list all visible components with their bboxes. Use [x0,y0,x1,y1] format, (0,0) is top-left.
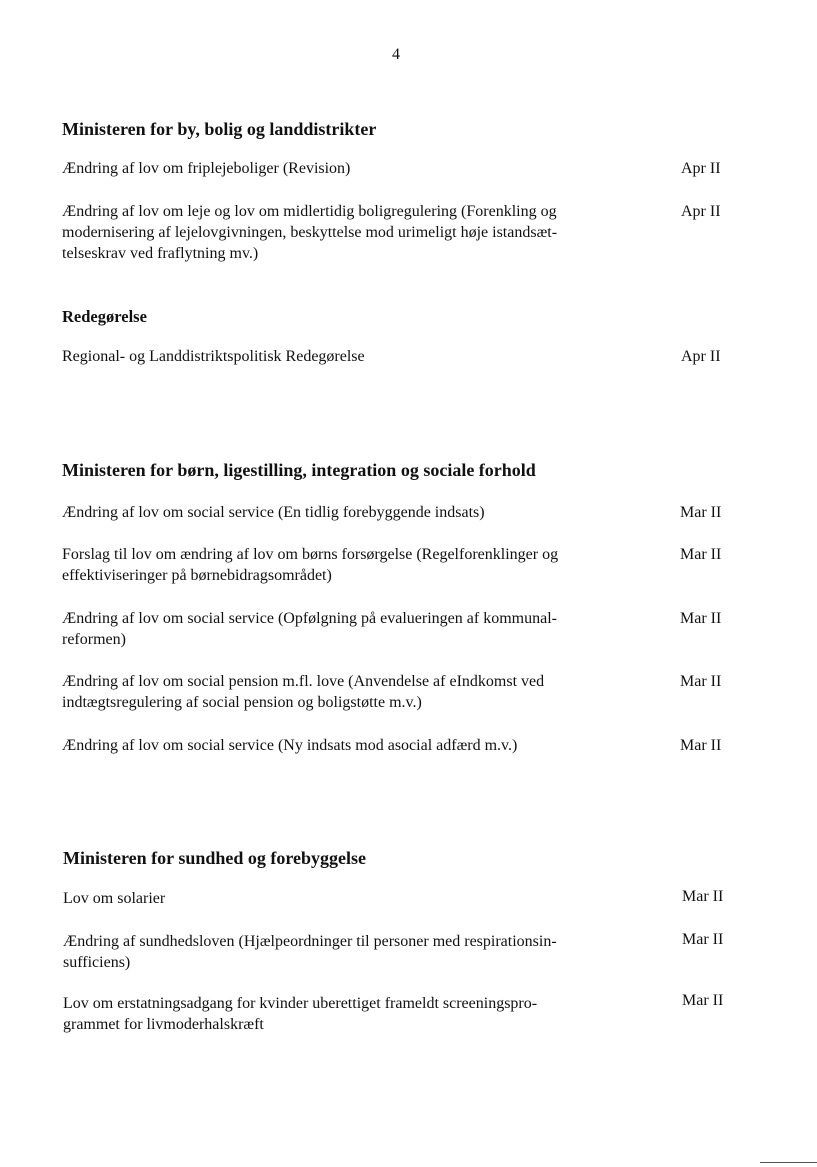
list-item [63,931,638,973]
list-item [63,993,638,1035]
period-label: Apr II [681,348,721,365]
scan-edge-line [760,1162,817,1163]
item-text-line: Lov om erstatningsadgang for kvinder uberettiget frameldt screeningspro- [63,995,538,1012]
period-label: Mar II [682,888,724,905]
list-item [62,735,637,756]
period-label: Mar II [680,504,722,521]
item-text-line: reformen) [62,631,126,648]
item-text-line: Ændring af lov om social service (En tidlig forebyggende indsats) [62,504,485,521]
item-text-line: sufficiens) [63,954,131,971]
list-item [62,201,637,264]
section-heading-sundhed: Ministeren for sundhed og forebyggelse [63,848,367,868]
section-heading-boern: Ministeren for børn, ligestilling, integration og sociale forhold [62,460,536,480]
section-heading-by-bolig: Ministeren for by, bolig og landdistrikter [62,119,377,139]
item-text-line: Ændring af lov om friplejeboliger (Revision) [62,160,351,177]
list-item [62,671,637,713]
item-text-line: telseskrav ved fraflytning mv.) [62,245,259,262]
period-label: Apr II [681,203,721,220]
period-label: Mar II [682,931,724,948]
item-text-line: Ændring af lov om social service (Ny indsats mod asocial adfærd m.v.) [62,737,518,754]
item-text-line: Ændring af lov om social service (Opfølgning på evalueringen af kommunal- [62,610,557,627]
item-text-line: Ændring af lov om leje og lov om midlertidig boligregulering (Forenkling og [62,203,557,220]
period-label: Mar II [680,610,722,627]
item-text-line: Lov om solarier [63,890,166,907]
list-item [62,608,637,650]
list-item [63,888,638,909]
period-label: Mar II [680,673,722,690]
item-text-line: Ændring af lov om social pension m.fl. love (Anvendelse af eIndkomst ved [62,673,545,690]
item-text-line: effektiviseringer på børnebidragsområdet) [62,567,332,584]
page-number: 4 [392,46,400,63]
period-label: Mar II [682,992,724,1009]
period-label: Apr II [681,160,721,177]
period-label: Mar II [680,546,722,563]
item-text-line: Ændring af sundhedsloven (Hjælpeordninger til personer med respirationsin- [63,933,557,950]
item-text-line: Regional- og Landdistriktspolitisk Redegørelse [62,348,365,365]
section-heading-redegoerelse: Redegørelse [62,307,147,326]
period-label: Mar II [680,737,722,754]
list-item [62,544,637,586]
list-item [62,346,637,367]
item-text-line: modernisering af lejelovgivningen, beskyttelse mod urimeligt høje istandsæt- [62,224,558,241]
item-text-line: indtægtsregulering af social pension og boligstøtte m.v.) [62,694,422,711]
item-text-line: grammet for livmoderhalskræft [63,1016,264,1033]
list-item [62,158,637,179]
item-text-line: Forslag til lov om ændring af lov om børns forsørgelse (Regelforenklinger og [62,546,559,563]
list-item [62,502,637,523]
